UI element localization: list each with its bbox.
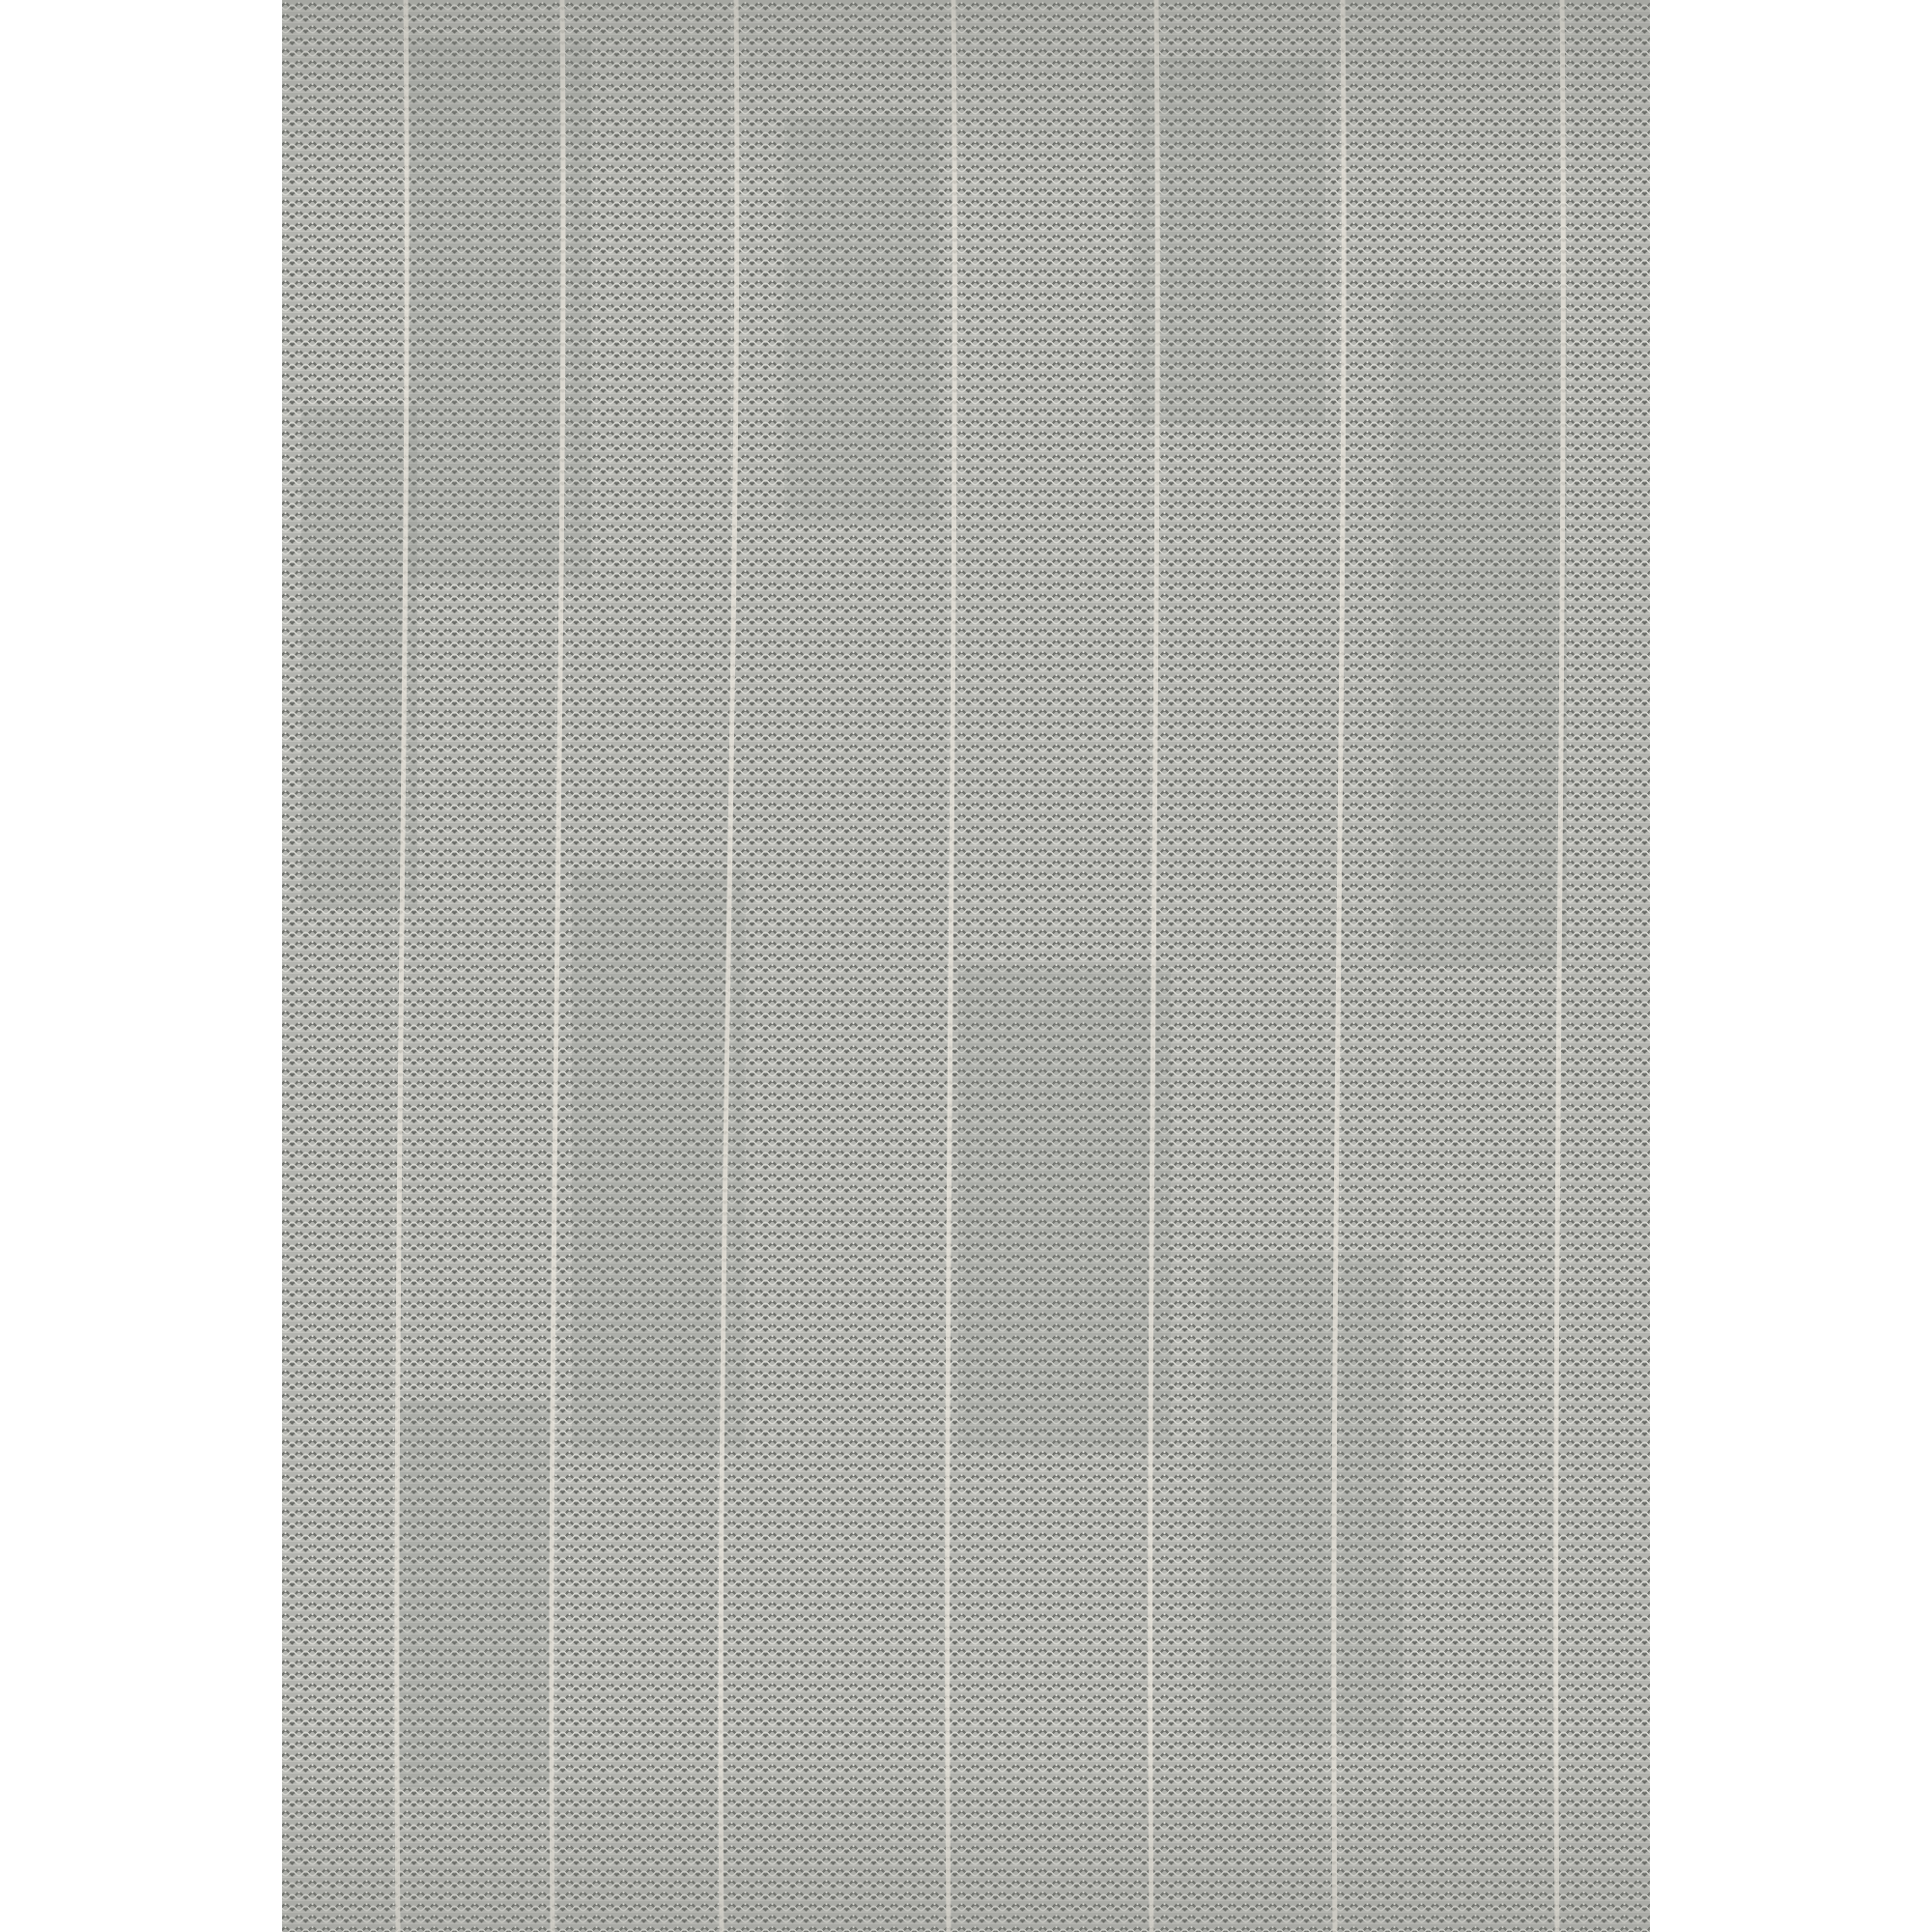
rug-texture <box>282 0 1650 1932</box>
rug-image <box>282 0 1650 1932</box>
rug-vignette <box>282 0 1650 1932</box>
